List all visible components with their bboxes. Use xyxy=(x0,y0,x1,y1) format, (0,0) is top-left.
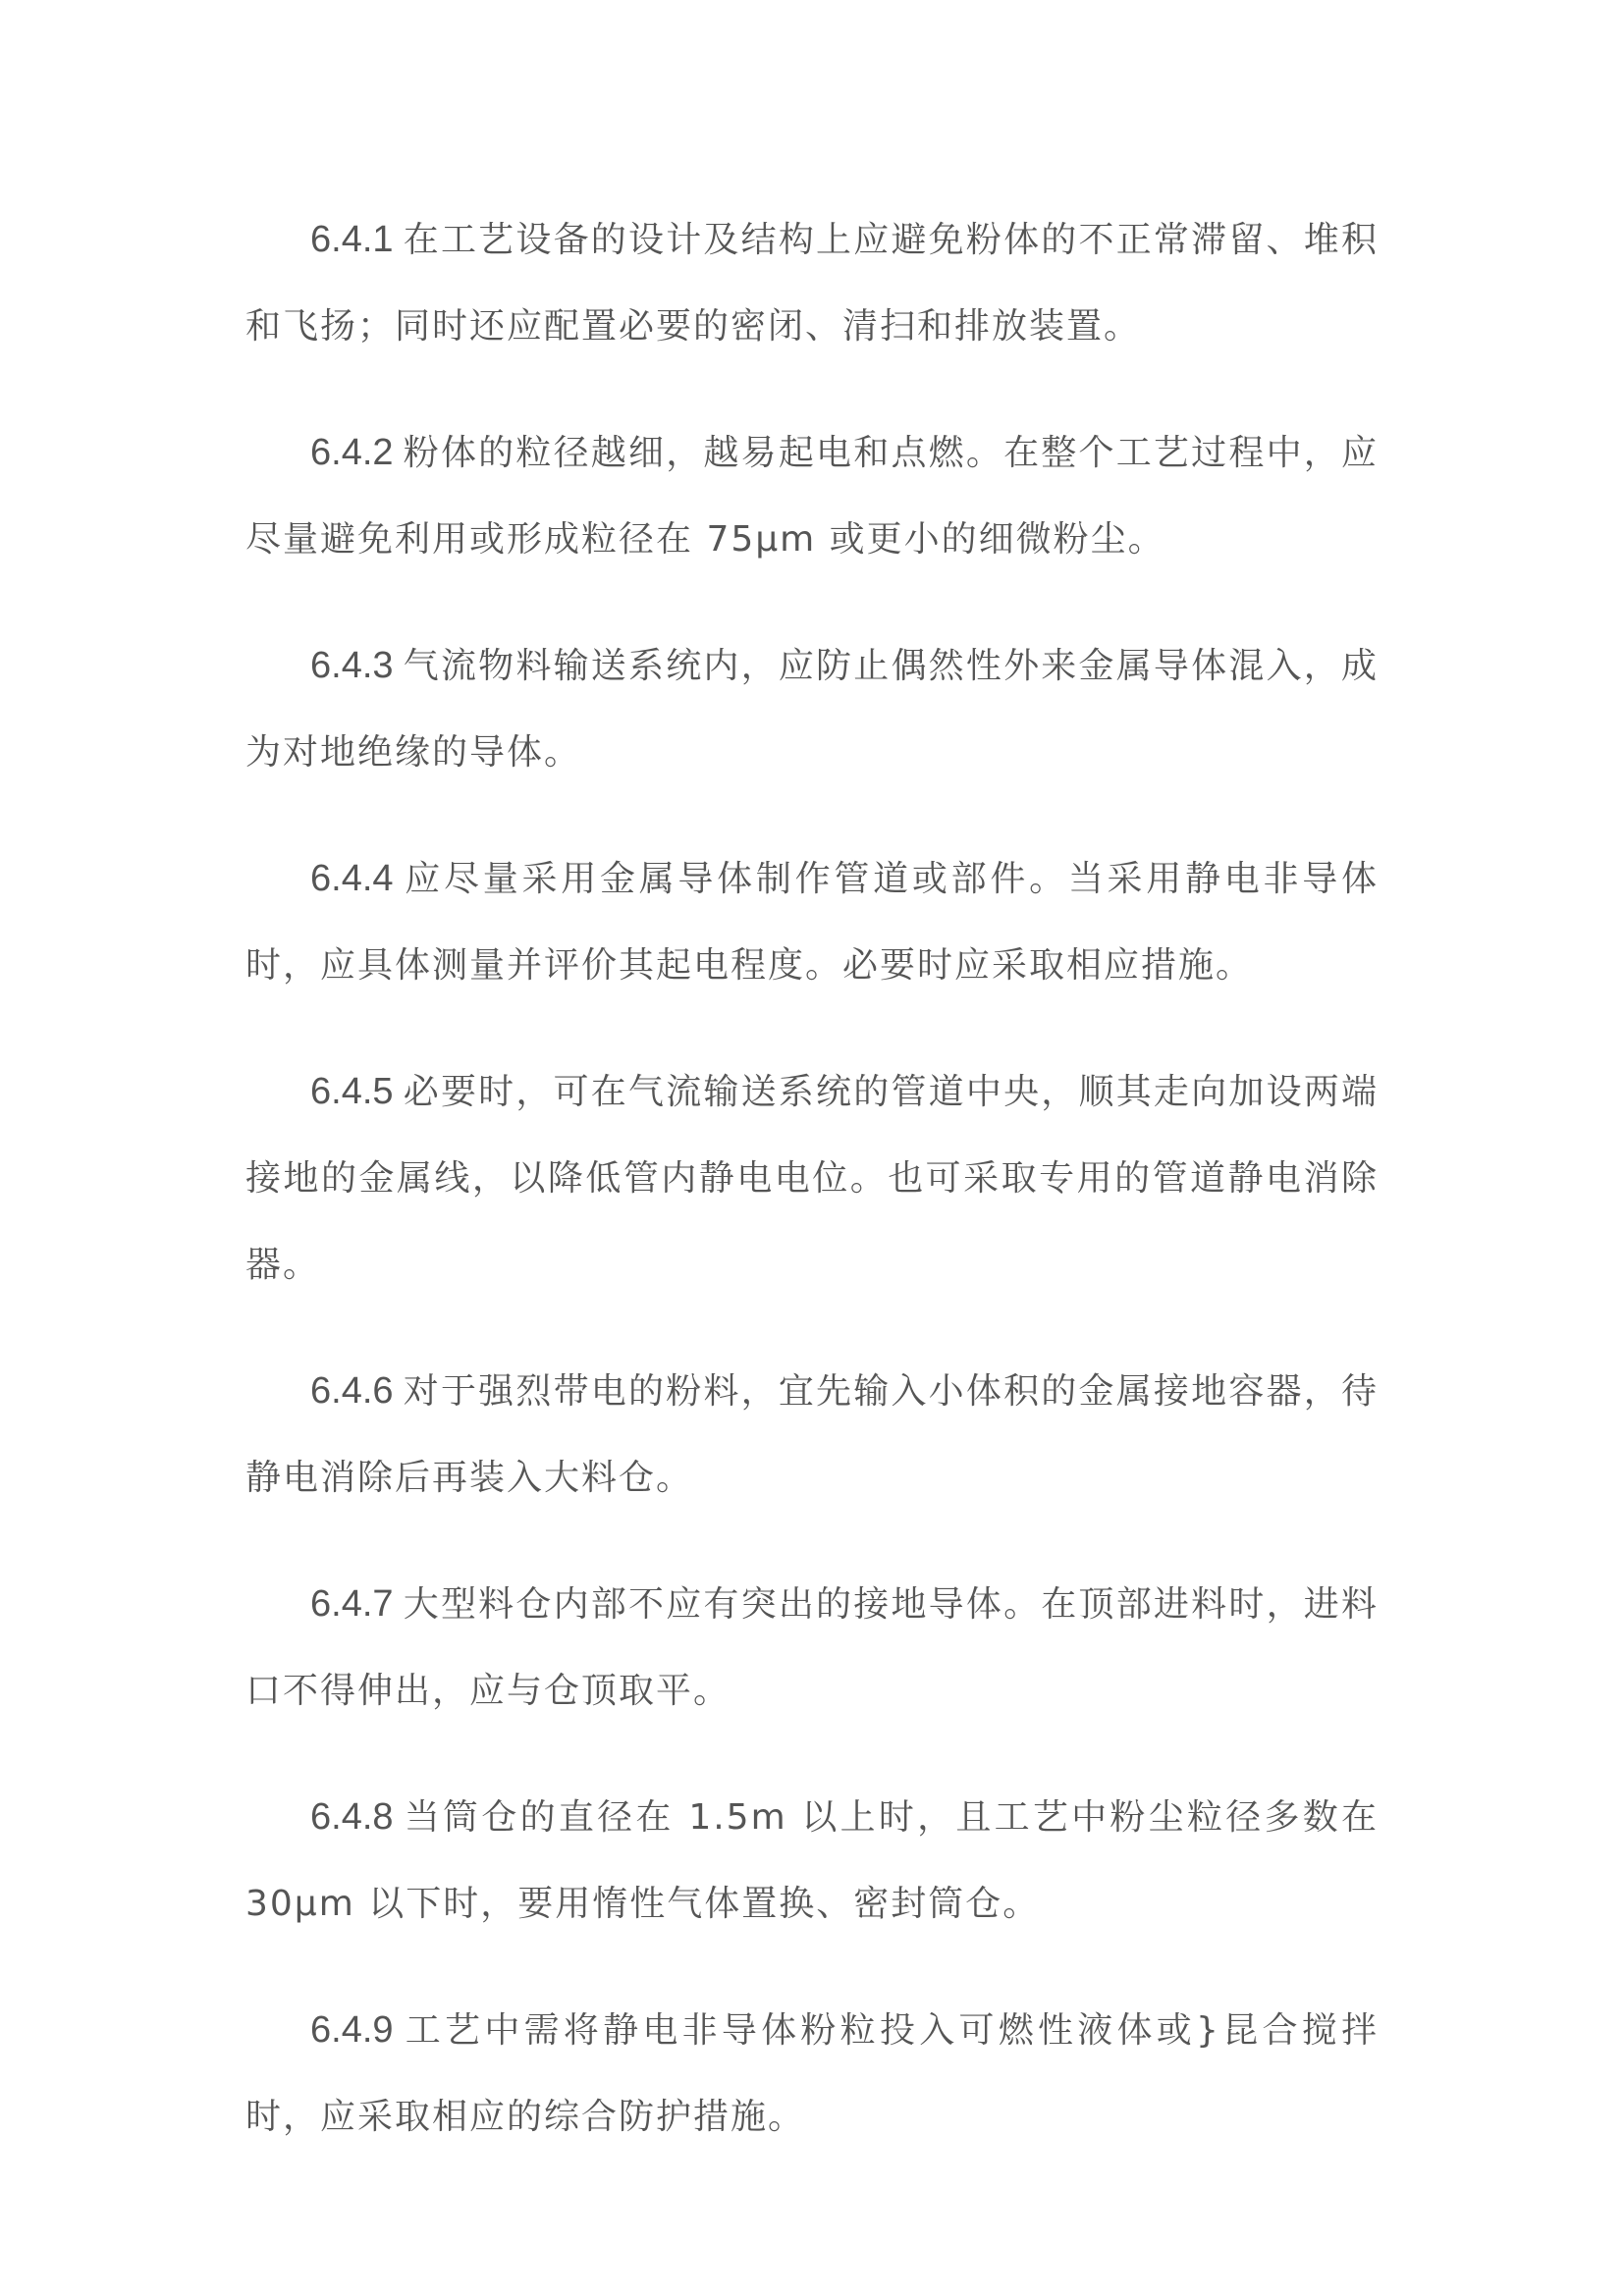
clause-number: 6.4.7 xyxy=(310,1583,394,1625)
clause-text: 气流物料输送系统内，应防止偶然性外来金属导体混入，成为对地绝缘的导体。 xyxy=(245,646,1379,773)
clause-number: 6.4.3 xyxy=(310,645,394,686)
clause-6-4-8 xyxy=(245,1774,1379,1948)
clause-text: 工艺中需将静电非导体粉粒投入可燃性液体或}昆合搅拌时，应采取相应的综合防护措施。 xyxy=(245,2010,1379,2137)
clause-number: 6.4.6 xyxy=(310,1370,394,1412)
clause-text: 在工艺设备的设计及结构上应避免粉体的不正常滞留、堆积和飞扬；同时还应配置必要的密闭、清扫和排放装置。 xyxy=(245,220,1379,347)
clause-6-4-7 xyxy=(245,1561,1379,1735)
clause-text: 大型料仓内部不应有突出的接地导体。在顶部进料时，进料口不得伸出，应与仓顶取平。 xyxy=(245,1584,1379,1711)
clause-text: 对于强烈带电的粉料，宜先输入小体积的金属接地容器，待静电消除后再装入大料仓。 xyxy=(245,1371,1379,1498)
clause-text: 应尽量采用金属导体制作管道或部件。当采用静电非导体时，应具体测量并评价其起电程度。必要时应采取相应措施。 xyxy=(245,859,1379,986)
clause-text: 必要时，可在气流输送系统的管道中央，顺其走向加设两端接地的金属线，以降低管内静电电位。也可采取专用的管道静电消除器。 xyxy=(245,1072,1379,1285)
clause-text: 当筒仓的直径在 1.5m 以上时，且工艺中粉尘粒径多数在 30μm 以下时，要用惰性气体置换、密封筒仓。 xyxy=(245,1797,1379,1924)
clause-number: 6.4.2 xyxy=(310,432,394,473)
clause-6-4-6 xyxy=(245,1348,1379,1522)
clause-6-4-4 xyxy=(245,835,1379,1009)
clause-text: 粉体的粒径越细，越易起电和点燃。在整个工艺过程中，应尽量避免利用或形成粒径在 75μm 或更小的细微粉尘。 xyxy=(245,433,1379,560)
clause-number: 6.4.1 xyxy=(310,219,394,260)
clause-6-4-3 xyxy=(245,622,1379,796)
clause-number: 6.4.5 xyxy=(310,1071,394,1112)
clause-number: 6.4.8 xyxy=(310,1796,394,1838)
clause-number: 6.4.9 xyxy=(310,2009,394,2051)
clause-6-4-2 xyxy=(245,409,1379,583)
clause-6-4-1 xyxy=(245,196,1379,370)
clause-6-4-5 xyxy=(245,1048,1379,1308)
clause-number: 6.4.4 xyxy=(310,858,394,899)
clause-6-4-9 xyxy=(245,1987,1379,2161)
